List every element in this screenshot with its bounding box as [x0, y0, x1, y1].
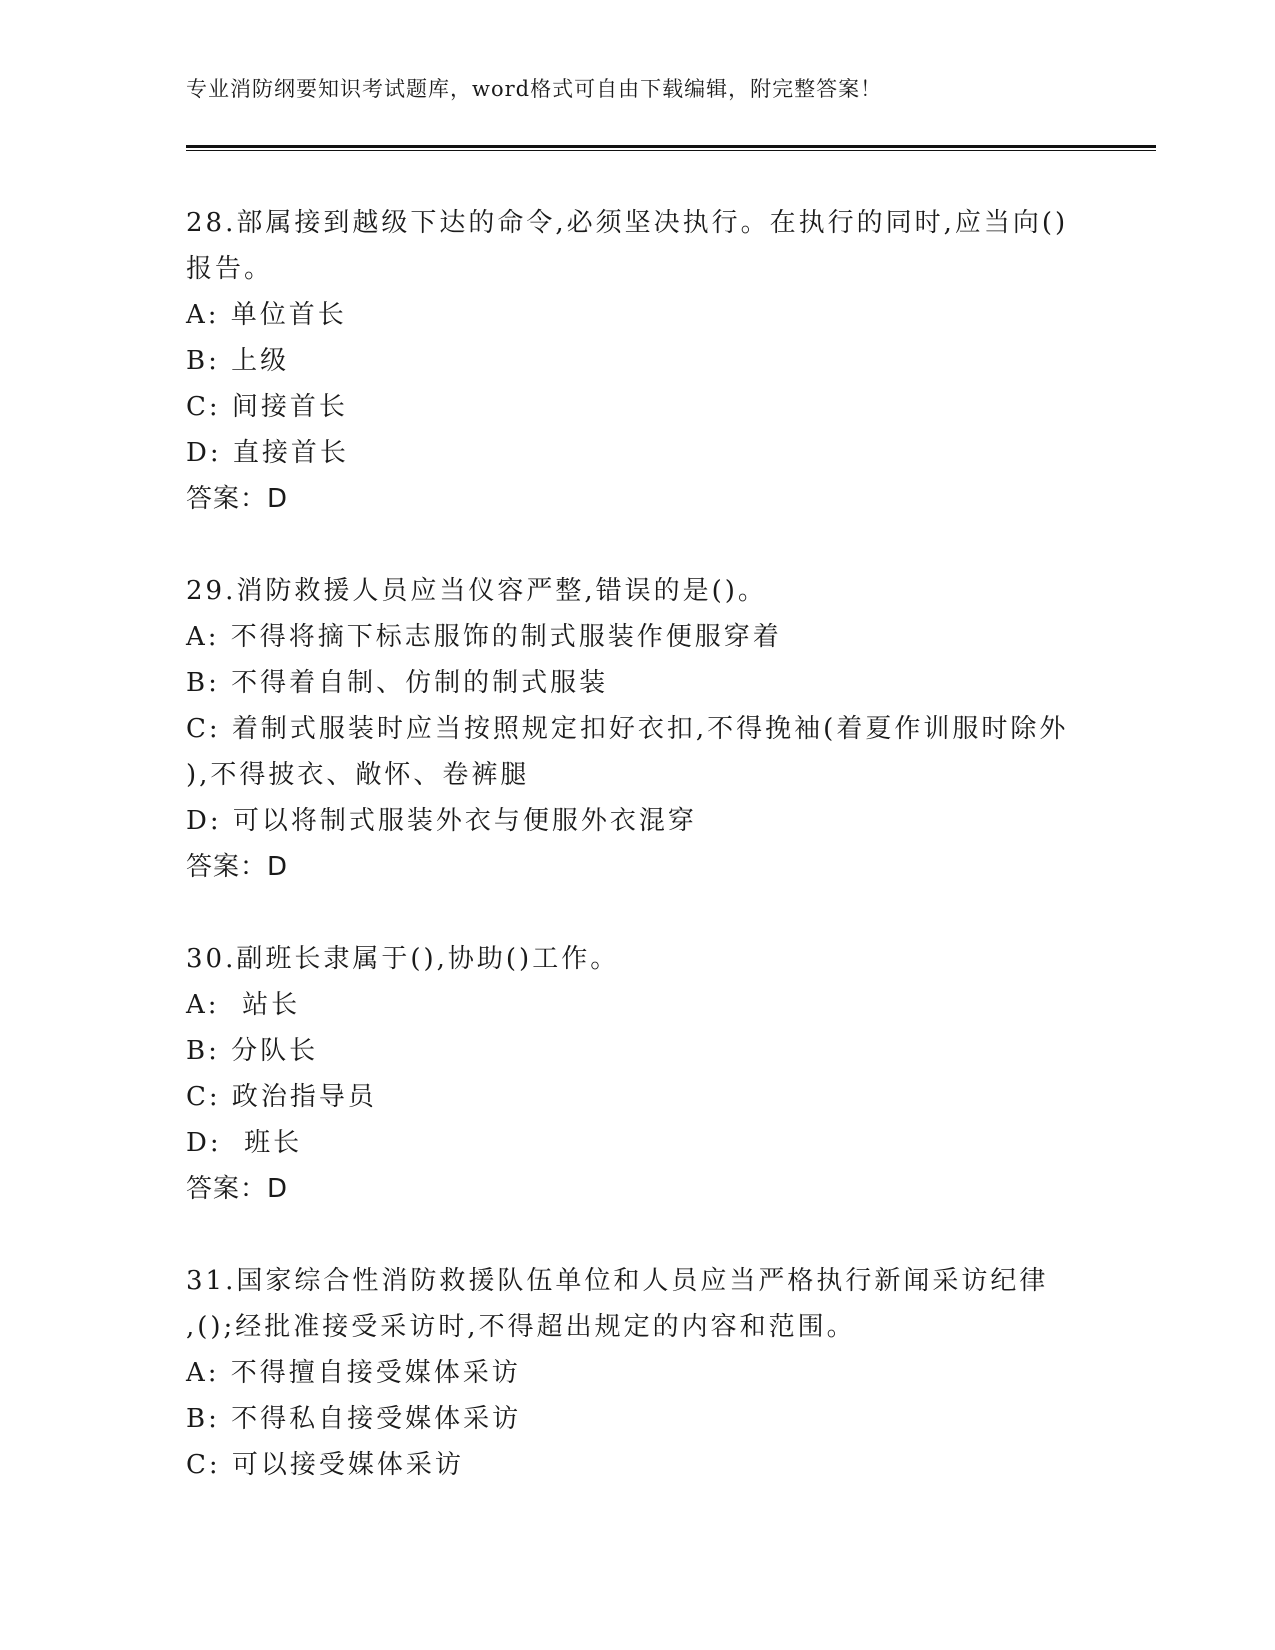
question-stem: 报告。: [186, 254, 274, 284]
option-a: A: 站长: [186, 990, 301, 1020]
answer: 答案：D: [186, 852, 289, 882]
option-a: A: 不得将摘下标志服饰的制式服装作便服穿着: [186, 622, 782, 652]
option-d: D: 直接首长: [186, 438, 349, 468]
question-list: [186, 200, 1086, 1534]
option-c: C: 间接首长: [186, 392, 348, 422]
option-c: C: 着制式服装时应当按照规定扣好衣扣,不得挽袖(着夏作训服时除外: [186, 714, 1069, 744]
answer: 答案：D: [186, 484, 289, 514]
option-c-continued: ),不得披衣、敞怀、卷裤腿: [186, 760, 530, 790]
question-28: [186, 200, 1086, 522]
option-b: B: 上级: [186, 346, 290, 376]
question-stem: 31.国家综合性消防救援队伍单位和人员应当严格执行新闻采访纪律: [186, 1266, 1049, 1296]
option-b: B: 不得着自制、仿制的制式服装: [186, 668, 609, 698]
option-a: A: 不得擅自接受媒体采访: [186, 1358, 521, 1388]
page-header: 专业消防纲要知识考试题库，word格式可自由下载编辑，附完整答案！: [186, 77, 883, 101]
question-29: [186, 568, 1086, 890]
option-c: C: 可以接受媒体采访: [186, 1450, 464, 1480]
option-b: B: 分队长: [186, 1036, 319, 1066]
answer: 答案：D: [186, 1174, 289, 1204]
option-d: D: 可以将制式服装外衣与便服外衣混穿: [186, 806, 697, 836]
question-30: [186, 936, 1086, 1212]
option-b: B: 不得私自接受媒体采访: [186, 1404, 522, 1434]
question-stem: 30.副班长隶属于(),协助()工作。: [186, 944, 620, 974]
question-stem: 28.部属接到越级下达的命令,必须坚决执行。在执行的同时,应当向(): [186, 208, 1069, 238]
question-stem: 29.消防救援人员应当仪容严整,错误的是()。: [186, 576, 767, 606]
option-c: C: 政治指导员: [186, 1082, 377, 1112]
header-divider: [186, 145, 1156, 151]
question-31: [186, 1258, 1086, 1488]
question-stem: ,();经批准接受采访时,不得超出规定的内容和范围。: [186, 1312, 856, 1342]
option-d: D: 班长: [186, 1128, 303, 1158]
option-a: A: 单位首长: [186, 300, 347, 330]
